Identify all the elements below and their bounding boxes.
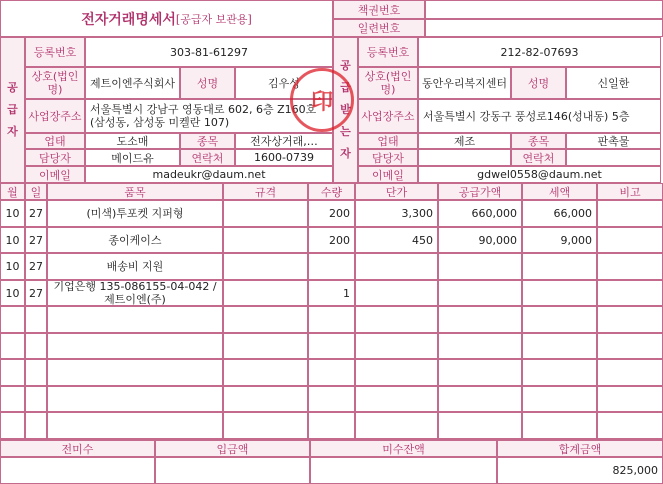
col-header-spec: 규격	[223, 183, 308, 200]
volume-label: 책권번호	[333, 0, 425, 19]
receiver-side-label	[333, 37, 358, 183]
table-cell-tax	[522, 412, 597, 439]
table-cell-month: 10	[0, 227, 25, 253]
name-label: 성명	[180, 67, 235, 99]
side-char: 급	[7, 103, 18, 116]
table-cell-item	[47, 386, 223, 412]
table-cell-item: 종이케이스	[47, 227, 223, 253]
col-header-qty: 수량	[308, 183, 355, 200]
supplier-side-label	[0, 37, 25, 183]
table-cell-note	[597, 200, 663, 227]
table-cell-item	[47, 412, 223, 439]
serial-value	[425, 19, 663, 37]
table-cell-item	[47, 359, 223, 386]
table-cell-supply	[438, 386, 522, 412]
table-cell-supply	[438, 306, 522, 333]
footer-value-grand_total_label: 825,000	[497, 457, 663, 484]
doc-title: 전자거래명세서	[81, 11, 176, 28]
title-cell	[0, 0, 333, 37]
col-header-note: 비고	[597, 183, 663, 200]
footer-value-deposit	[155, 457, 310, 484]
table-cell-qty	[308, 306, 355, 333]
table-cell-spec	[223, 227, 308, 253]
address-label: 사업장주소	[358, 99, 418, 133]
reg-no-label: 등록번호	[25, 37, 85, 67]
biz-type-value: 제조	[418, 133, 511, 149]
table-cell-tax	[522, 359, 597, 386]
table-cell-spec	[223, 412, 308, 439]
table-cell-tax	[522, 333, 597, 359]
biz-item-value: 전자상거래,…	[235, 133, 333, 149]
biz-type-value: 도소매	[85, 133, 180, 149]
table-cell-day: 27	[25, 227, 47, 253]
table-cell-unit_price: 450	[355, 227, 438, 253]
table-cell-tax: 9,000	[522, 227, 597, 253]
company-value: 동안우리복지센터	[418, 67, 511, 99]
table-cell-unit_price	[355, 412, 438, 439]
table-cell-month: 10	[0, 200, 25, 227]
email-value: gdwel0558@daum.net	[418, 166, 661, 183]
table-cell-day	[25, 333, 47, 359]
email-label: 이메일	[358, 166, 418, 183]
manager-label: 담당자	[358, 149, 418, 166]
table-cell-qty	[308, 386, 355, 412]
table-cell-day: 27	[25, 253, 47, 280]
table-cell-spec	[223, 333, 308, 359]
table-cell-month	[0, 306, 25, 333]
side-char: 자	[340, 147, 351, 160]
side-char: 공	[7, 81, 18, 94]
company-label: 상호(법인명)	[358, 67, 418, 99]
address-value: 서울특별시 강동구 풍성로146(성내동) 5층	[418, 99, 661, 133]
biz-type-label: 업태	[358, 133, 418, 149]
table-cell-tax	[522, 306, 597, 333]
name-value: 신일한	[566, 67, 661, 99]
name-value: 김우성	[235, 67, 333, 99]
table-cell-item	[47, 306, 223, 333]
table-cell-note	[597, 359, 663, 386]
footer-label-unpaid_balance: 미수잔액	[310, 440, 497, 457]
footer-label-grand_total_label: 합계금액	[497, 440, 663, 457]
col-header-unit_price: 단가	[355, 183, 438, 200]
contact-value	[566, 149, 661, 166]
name-label: 성명	[511, 67, 566, 99]
side-char: 급	[340, 81, 351, 94]
volume-value	[425, 0, 663, 19]
table-cell-tax	[522, 253, 597, 280]
table-cell-note	[597, 280, 663, 306]
biz-type-label: 업태	[25, 133, 85, 149]
table-cell-qty: 200	[308, 227, 355, 253]
table-cell-tax	[522, 386, 597, 412]
reg-no-value: 303-81-61297	[85, 37, 333, 67]
company-seal-stamp: 印	[290, 68, 354, 132]
company-label: 상호(법인명)	[25, 67, 85, 99]
col-header-month: 월	[0, 183, 25, 200]
col-header-day: 일	[25, 183, 47, 200]
col-header-supply: 공급가액	[438, 183, 522, 200]
footer-value-unpaid_balance	[310, 457, 497, 484]
manager-value: 메이드유	[85, 149, 180, 166]
table-cell-month: 10	[0, 280, 25, 306]
table-cell-tax	[522, 280, 597, 306]
table-cell-qty: 1	[308, 280, 355, 306]
contact-label: 연락처	[511, 149, 566, 166]
reg-no-label: 등록번호	[358, 37, 418, 67]
manager-value	[418, 149, 511, 166]
table-cell-qty	[308, 412, 355, 439]
manager-label: 담당자	[25, 149, 85, 166]
email-label: 이메일	[25, 166, 85, 183]
table-cell-month: 10	[0, 253, 25, 280]
table-cell-note	[597, 412, 663, 439]
table-cell-day: 27	[25, 280, 47, 306]
side-char: 공	[340, 59, 351, 72]
table-cell-item: 배송비 지원	[47, 253, 223, 280]
table-cell-supply: 660,000	[438, 200, 522, 227]
biz-item-value: 판촉물	[566, 133, 661, 149]
table-cell-item: 기업은행 135-086155-04-042 / 제트이엔(주)	[47, 280, 223, 306]
table-cell-day	[25, 306, 47, 333]
table-cell-unit_price	[355, 280, 438, 306]
table-cell-unit_price	[355, 333, 438, 359]
table-cell-supply	[438, 253, 522, 280]
table-cell-day	[25, 359, 47, 386]
table-cell-spec	[223, 200, 308, 227]
footer-value-previous_unpaid	[0, 457, 155, 484]
table-cell-month	[0, 333, 25, 359]
table-cell-note	[597, 306, 663, 333]
address-value: 서울특별시 강남구 영동대로 602, 6층 Z160호 (삼성동, 삼성동 미켈란 107)	[85, 99, 333, 133]
table-cell-month	[0, 359, 25, 386]
biz-item-label: 종목	[180, 133, 235, 149]
serial-label: 일련번호	[333, 19, 425, 37]
doc-subtitle: [공급자 보관용]	[175, 12, 252, 26]
table-cell-supply	[438, 359, 522, 386]
table-cell-item: (미색)투포켓 지퍼형	[47, 200, 223, 227]
table-cell-spec	[223, 359, 308, 386]
footer-label-deposit: 입금액	[155, 440, 310, 457]
table-cell-day	[25, 412, 47, 439]
email-value: madeukr@daum.net	[85, 166, 333, 183]
table-cell-qty	[308, 359, 355, 386]
table-cell-tax: 66,000	[522, 200, 597, 227]
table-cell-note	[597, 253, 663, 280]
side-char: 는	[340, 125, 351, 138]
table-cell-month	[0, 412, 25, 439]
table-cell-unit_price	[355, 386, 438, 412]
col-header-item: 품목	[47, 183, 223, 200]
address-label: 사업장주소	[25, 99, 85, 133]
table-cell-spec	[223, 386, 308, 412]
reg-no-value: 212-82-07693	[418, 37, 661, 67]
table-cell-qty	[308, 333, 355, 359]
table-cell-supply	[438, 333, 522, 359]
table-cell-note	[597, 333, 663, 359]
biz-item-label: 종목	[511, 133, 566, 149]
table-cell-supply	[438, 280, 522, 306]
table-cell-spec	[223, 280, 308, 306]
table-cell-unit_price: 3,300	[355, 200, 438, 227]
footer-label-previous_unpaid: 전미수	[0, 440, 155, 457]
table-cell-supply	[438, 412, 522, 439]
company-value: 제트이엔주식회사	[85, 67, 180, 99]
table-cell-qty	[308, 253, 355, 280]
table-cell-supply: 90,000	[438, 227, 522, 253]
table-cell-unit_price	[355, 253, 438, 280]
table-cell-month	[0, 386, 25, 412]
table-cell-day	[25, 386, 47, 412]
side-char: 자	[7, 125, 18, 138]
side-char: 받	[340, 103, 351, 116]
table-cell-unit_price	[355, 359, 438, 386]
table-cell-item	[47, 333, 223, 359]
col-header-tax: 세액	[522, 183, 597, 200]
table-cell-spec	[223, 253, 308, 280]
table-cell-day: 27	[25, 200, 47, 227]
contact-value: 1600-0739	[235, 149, 333, 166]
table-cell-qty: 200	[308, 200, 355, 227]
table-cell-note	[597, 386, 663, 412]
table-cell-unit_price	[355, 306, 438, 333]
contact-label: 연락처	[180, 149, 235, 166]
table-cell-spec	[223, 306, 308, 333]
table-cell-note	[597, 227, 663, 253]
